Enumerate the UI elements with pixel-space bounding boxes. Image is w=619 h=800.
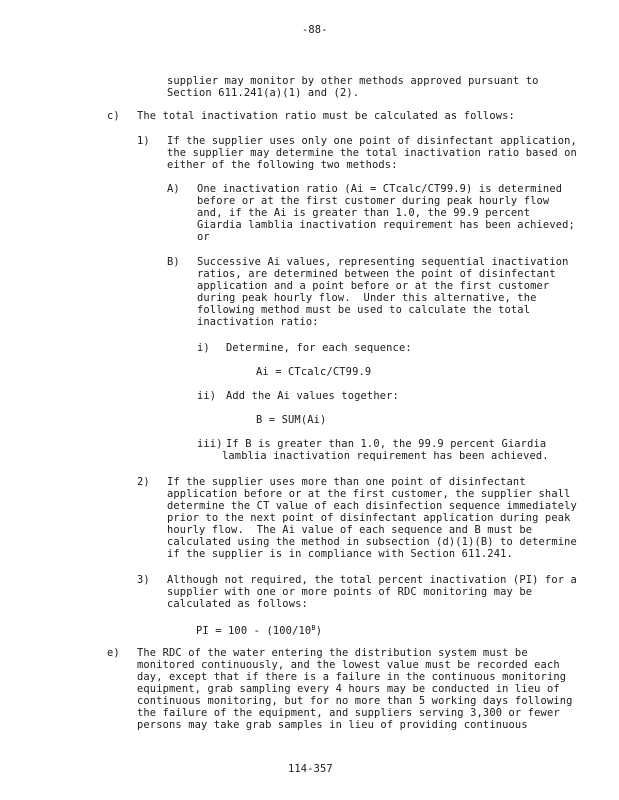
formula-pi-exponent: B (311, 624, 316, 632)
item-i-marker: i) (197, 342, 210, 354)
formula-pi (196, 622, 322, 637)
section-e-line: day, except that if there is a failure in the continuous monitoring (137, 671, 567, 683)
item-3-line: supplier with one or more points of RDC monitoring may be (167, 586, 533, 598)
item-2-line: determine the CT value of each disinfection sequence immediately (167, 500, 577, 512)
item-2-line: application before or at the first customer, the supplier shall (167, 488, 571, 500)
item-3-line: calculated as follows: (167, 598, 308, 610)
item-ii-marker: ii) (197, 390, 217, 402)
intro-line: Section 611.241(a)(1) and (2). (167, 87, 360, 99)
item-1-line: either of the following two methods: (167, 159, 398, 171)
item-2-line: hourly flow. The Ai value of each sequence and B must be (167, 524, 533, 536)
section-e-line: persons may take grab samples in lieu of providing continuous (137, 719, 528, 731)
item-A-line: before or at the first customer during peak hourly flow (197, 195, 550, 207)
item-iii-marker: iii) (197, 438, 223, 450)
intro-line: supplier may monitor by other methods approved pursuant to (167, 75, 539, 87)
item-B-line: following method must be used to calculate the total (197, 304, 531, 316)
item-A-marker: A) (167, 183, 180, 195)
item-2-line: prior to the next point of disinfectant application during peak (167, 512, 571, 524)
item-3-marker: 3) (137, 574, 150, 586)
item-2-marker: 2) (137, 476, 150, 488)
item-A-line: Giardia lamblia inactivation requirement has been achieved; (197, 219, 575, 231)
item-B-line: inactivation ratio: (197, 316, 319, 328)
section-e-marker: e) (107, 647, 120, 659)
section-e-line: continuous monitoring, but for no more than 5 working days following (137, 695, 573, 707)
section-e-line: equipment, grab sampling every 4 hours may be conducted in lieu of (137, 683, 560, 695)
formula-b: B = SUM(Ai) (256, 414, 327, 426)
page-number: -88- (302, 24, 328, 36)
item-2-line: calculated using the method in subsection (d)(1)(B) to determine (167, 536, 577, 548)
item-2-line: if the supplier is in compliance with Section 611.241. (167, 548, 513, 560)
item-B-line: Successive Ai values, representing sequential inactivation (197, 256, 569, 268)
item-B-line: ratios, are determined between the point of disinfectant (197, 268, 556, 280)
item-B-line: during peak hourly flow. Under this alternative, the (197, 292, 537, 304)
item-1-marker: 1) (137, 135, 150, 147)
section-c-marker: c) (107, 110, 120, 122)
formula-pi-close: ) (315, 625, 323, 637)
item-A-line: or (197, 231, 210, 243)
item-B-line: application and a point before or at the first customer (197, 280, 550, 292)
item-A-line: One inactivation ratio (Ai = CTcalc/CT99.9) is determined (197, 183, 563, 195)
item-1-line: the supplier may determine the total inactivation ratio based on (167, 147, 577, 159)
item-ii-text: Add the Ai values together: (226, 390, 399, 402)
item-A-line: and, if the Ai is greater than 1.0, the 99.9 percent (197, 207, 531, 219)
item-iii-line: lamblia inactivation requirement has been achieved. (222, 450, 549, 462)
section-e-line: monitored continuously, and the lowest value must be recorded each (137, 659, 560, 671)
formula-pi-base: PI = 100 - (100/10 (196, 625, 312, 637)
section-c-text: The total inactivation ratio must be calculated as follows: (137, 110, 515, 122)
item-B-marker: B) (167, 256, 180, 268)
item-i-text: Determine, for each sequence: (226, 342, 412, 354)
item-1-line: If the supplier uses only one point of disinfectant application, (167, 135, 577, 147)
item-2-line: If the supplier uses more than one point of disinfectant (167, 476, 526, 488)
section-e-line: The RDC of the water entering the distribution system must be (137, 647, 528, 659)
item-3-line: Although not required, the total percent inactivation (PI) for a (167, 574, 577, 586)
item-iii-line: If B is greater than 1.0, the 99.9 percent Giardia (226, 438, 547, 450)
page-footer-code: 114-357 (288, 763, 333, 775)
section-e-line: the failure of the equipment, and suppliers serving 3,300 or fewer (137, 707, 560, 719)
formula-ai: Ai = CTcalc/CT99.9 (256, 366, 372, 378)
